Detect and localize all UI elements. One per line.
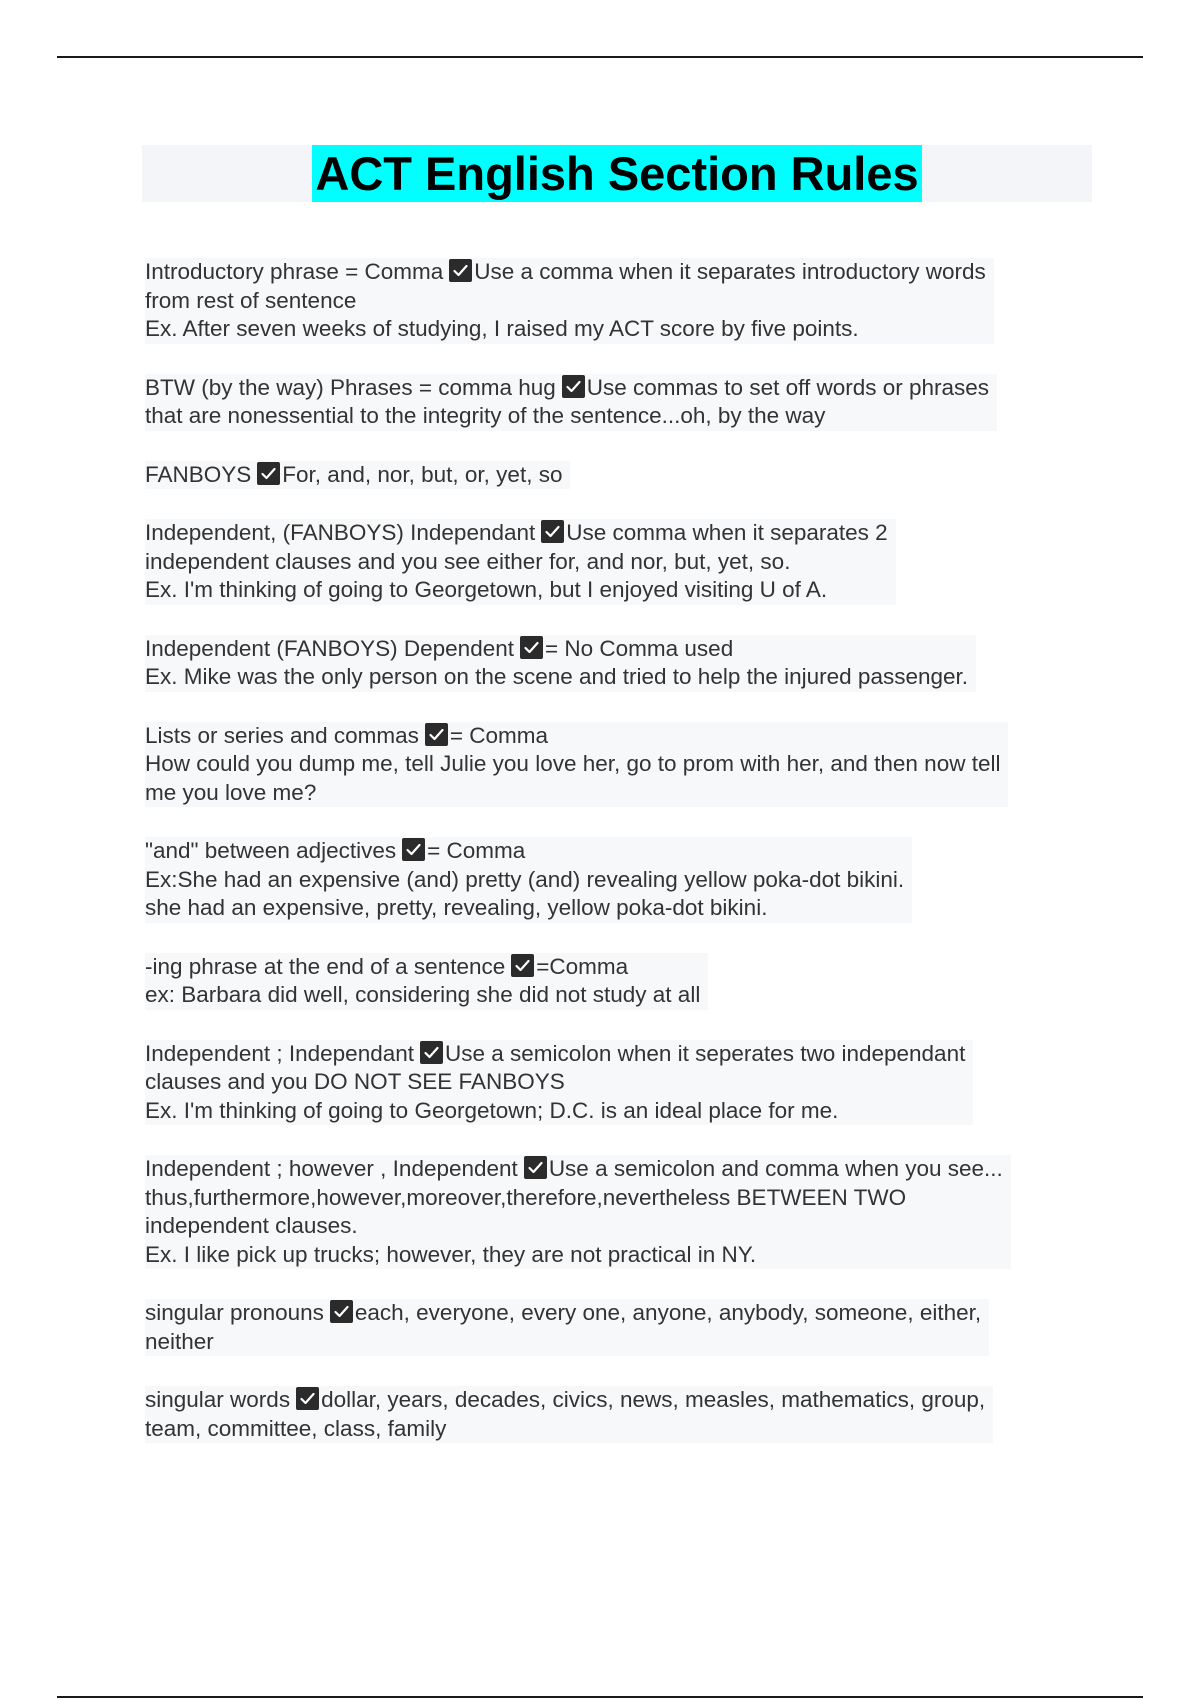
bottom-divider [57, 1696, 1143, 1698]
checkbox-checked-icon [449, 259, 472, 282]
rule-entry-content [145, 1386, 993, 1443]
rule-description: = Comma [427, 838, 526, 863]
rule-first-line [145, 374, 989, 403]
rule-first-line [145, 722, 1000, 751]
rule-first-line [145, 519, 888, 548]
rule-description: dollar, years, decades, civics, news, measles, mathematics, group, [321, 1387, 986, 1412]
rule-term: singular pronouns [145, 1300, 324, 1325]
checkbox-checked-icon [511, 954, 534, 977]
rule-description-line: that are nonessential to the integrity of the sentence...oh, by the way [145, 403, 826, 428]
rule-entry-content [145, 635, 976, 692]
rule-entry-content [145, 722, 1008, 808]
rule-description-line: How could you dump me, tell Julie you love her, go to prom with her, and then now tell [145, 751, 1001, 776]
top-divider [57, 56, 1143, 58]
rule-first-line [145, 1155, 1003, 1184]
rule-term: Independent ; however , Independent [145, 1156, 518, 1181]
rule-description-line: independent clauses and you see either for, and nor, but, yet, so. [145, 548, 791, 574]
rule-first-line [145, 953, 700, 982]
rule-description-line: me you love me? [145, 779, 317, 805]
rule-entry [145, 635, 1085, 692]
checkbox-checked-icon [330, 1300, 353, 1323]
rule-description-line: she had an expensive, pretty, revealing, yellow poka-dot bikini. [145, 895, 768, 920]
rule-entry-content [145, 837, 912, 923]
rule-term: Independent, (FANBOYS) Independant [145, 520, 536, 545]
checkbox-checked-icon [425, 723, 448, 746]
rule-entry [145, 1155, 1085, 1269]
rule-description-line: Ex. I'm thinking of going to Georgetown; D.C. is an ideal place for me. [145, 1097, 839, 1123]
rule-description-line: Ex. After seven weeks of studying, I raised my ACT score by five points. [145, 316, 859, 341]
rule-term: Independent ; Independant [145, 1040, 415, 1066]
rule-first-line [145, 1299, 981, 1328]
rule-description-line: from rest of sentence [145, 287, 357, 313]
rule-first-line [145, 461, 562, 490]
title-band [142, 145, 1092, 202]
rule-term: FANBOYS [145, 461, 252, 487]
rule-first-line [145, 837, 904, 866]
rule-description-line: thus,furthermore,however,moreover,therefore,nevertheless BETWEEN TWO [145, 1184, 907, 1210]
rule-entry-content [145, 519, 896, 605]
checkbox-checked-icon [402, 838, 425, 861]
rule-entry-content [145, 1299, 989, 1356]
checkbox-checked-icon [541, 520, 564, 543]
rule-term: "and" between adjectives [145, 838, 397, 863]
rule-entry [145, 374, 1085, 431]
rule-description-line: clauses and you DO NOT SEE FANBOYS [145, 1069, 565, 1094]
rule-first-line [145, 635, 968, 664]
rule-entry-content [145, 374, 997, 431]
rule-term: BTW (by the way) Phrases = comma hug [145, 374, 556, 400]
rule-first-line [145, 258, 986, 287]
rule-description-line: Ex:She had an expensive (and) pretty (and) revealing yellow poka-dot bikini. [145, 866, 905, 892]
rule-entry-content [145, 461, 570, 490]
rule-entry [145, 258, 1085, 344]
rule-description-line: Ex. I like pick up trucks; however, they are not practical in NY. [145, 1241, 757, 1267]
checkbox-checked-icon [420, 1041, 443, 1064]
rule-entry [145, 461, 1085, 490]
rule-description: each, everyone, every one, anyone, anybody, someone, either, [354, 1300, 982, 1325]
rule-term: Lists or series and commas [145, 722, 419, 748]
rule-first-line [145, 1040, 965, 1069]
rule-term: Introductory phrase = Comma [145, 259, 444, 284]
rule-entry [145, 722, 1085, 808]
checkbox-checked-icon [562, 375, 585, 398]
rule-description: = No Comma used [545, 635, 734, 661]
rule-description: For, and, nor, but, or, yet, so [282, 461, 563, 487]
rule-entry [145, 953, 1085, 1010]
checkbox-checked-icon [524, 1156, 547, 1179]
rule-entry [145, 519, 1085, 605]
rule-entry [145, 1299, 1085, 1356]
rule-description-line: independent clauses. [145, 1213, 358, 1238]
rule-description: = Comma [449, 722, 549, 748]
document-title: ACT English Section Rules [312, 145, 921, 202]
rule-description-line: ex: Barbara did well, considering she did not study at all [145, 982, 701, 1007]
checkbox-checked-icon [296, 1387, 319, 1410]
rule-description: Use a semicolon and comma when you see... [548, 1156, 1003, 1181]
rule-description: Use comma when it separates 2 [566, 520, 888, 545]
rule-entry [145, 1040, 1085, 1126]
rule-term: Independent (FANBOYS) Dependent [145, 635, 514, 661]
rule-entry-content [145, 953, 708, 1010]
rule-description: =Comma [536, 953, 629, 979]
checkbox-checked-icon [257, 462, 280, 485]
checkbox-checked-icon [520, 636, 543, 659]
rule-description-line: neither [145, 1328, 214, 1354]
rule-entry [145, 1386, 1085, 1443]
rule-entry-content [145, 1155, 1011, 1269]
rule-term: -ing phrase at the end of a sentence [145, 953, 506, 979]
rule-description-line: team, committee, class, family [145, 1415, 447, 1441]
rule-description: Use commas to set off words or phrases [586, 374, 990, 400]
rule-description: Use a comma when it separates introductory words [474, 259, 986, 284]
rule-first-line [145, 1386, 985, 1415]
rule-description-line: Ex. I'm thinking of going to Georgetown, but I enjoyed visiting U of A. [145, 577, 828, 602]
rule-term: singular words [145, 1387, 291, 1412]
rules-list [145, 258, 1085, 1473]
rule-entry-content [145, 258, 994, 344]
rule-entry-content [145, 1040, 973, 1126]
rule-description-line: Ex. Mike was the only person on the scene and tried to help the injured passenger. [145, 664, 969, 689]
rule-entry [145, 837, 1085, 923]
rule-description: Use a semicolon when it seperates two independant [445, 1040, 966, 1066]
